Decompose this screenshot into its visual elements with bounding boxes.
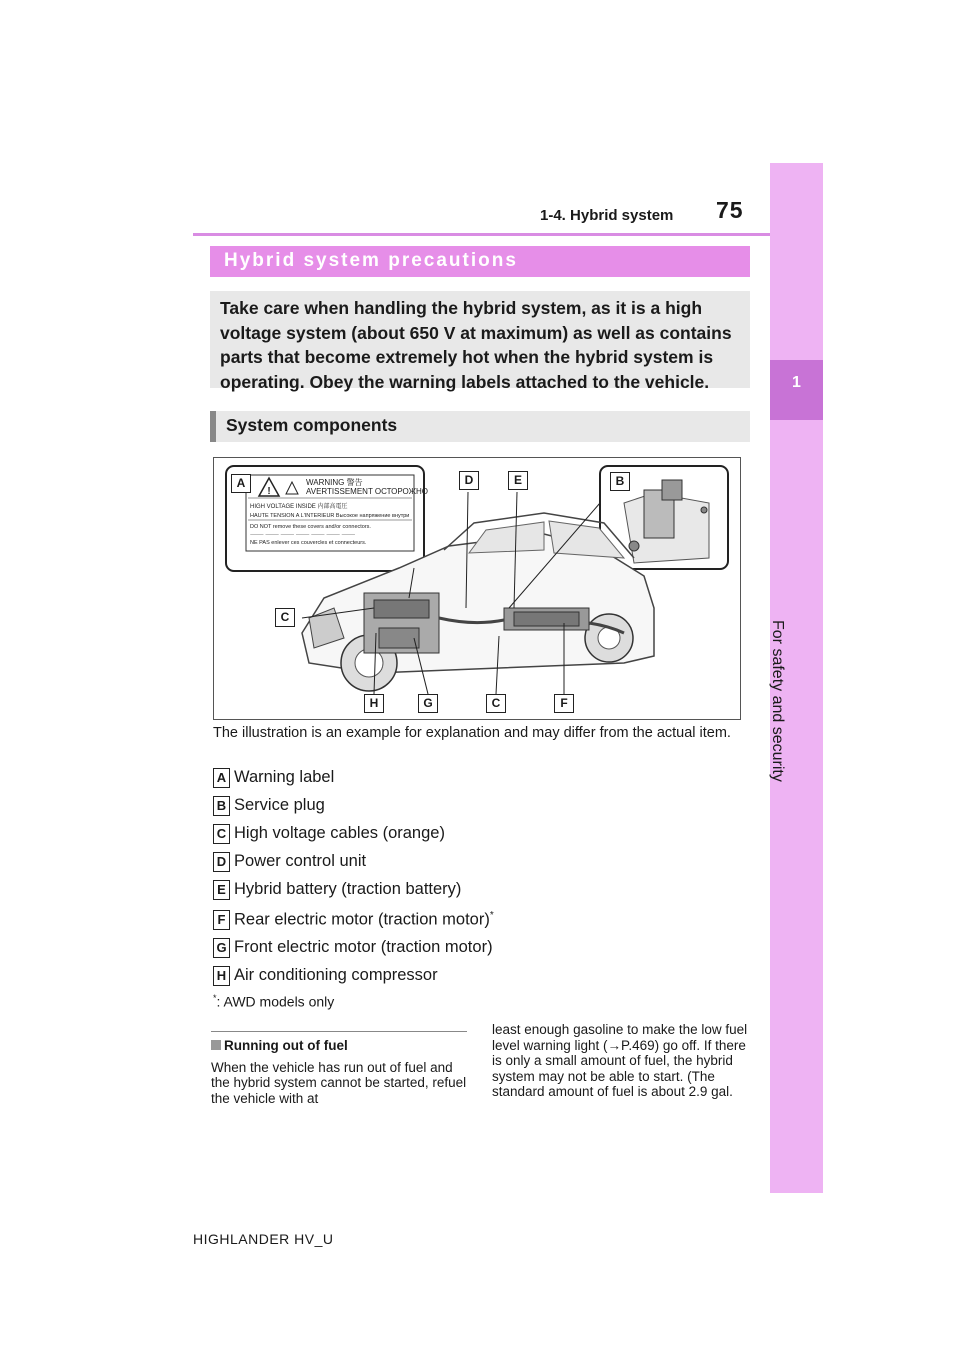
system-components-illustration [213,457,741,720]
legend-text: High voltage cables (orange) [234,824,445,842]
running-out-left-column [211,1038,473,1106]
legend-letter: A [213,768,230,788]
bullet-square-icon [211,1040,221,1050]
vehicle-diagram [214,458,740,719]
figure-caption: The illustration is an example for explanation and may differ from the actual item. [213,725,731,741]
callout-a: A [231,474,251,493]
subheading [210,411,750,442]
legend-text: Hybrid battery (traction battery) [234,880,462,898]
running-out-right-column [492,1022,754,1100]
legend-letter: B [213,796,230,816]
legend-letter: F [213,910,230,930]
banner-title: Hybrid system precautions [224,250,518,271]
callout-c-left: C [275,608,295,627]
section-banner [210,246,750,277]
subheading-title: System components [226,415,398,435]
running-out-right-text: least enough gasoline to make the low fuel level warning light (→P.469) go off. If there is only a small amount of fuel, the hybrid system may not be able to start. (The standard amount of fuel is about 2.9 gal. [492,1022,748,1099]
callout-c-bottom: C [486,694,506,713]
footer-model: HIGHLANDER HV_U [193,1231,334,1247]
legend-letter: G [213,938,230,958]
running-out-left-text: When the vehicle has run out of fuel and the hybrid system cannot be started, refuel the vehicle with at [211,1059,467,1106]
legend-text: Power control unit [234,852,367,870]
svg-text:⸻ ⸻ ⸻ ⸻ ⸻ ⸻ ⸻: ⸻ ⸻ ⸻ ⸻ ⸻ ⸻ ⸻ [250,532,356,538]
svg-text:!: ! [267,486,271,497]
chapter-label: For safety and security [769,620,786,782]
footnote-marker: * [489,910,494,921]
warning-line-6: NE PAS enlever ces couvercles et connecteurs. [250,540,367,546]
callout-b: B [610,472,630,491]
legend-text: Front electric motor (traction motor) [234,938,493,956]
legend-text: Air conditioning compressor [234,966,438,984]
footnote: *: AWD models only [213,993,335,1010]
warning-line-4: HAUTE TENSION A L'INTERIEUR Высокое напряжение внутри [250,513,410,519]
legend-letter: H [213,966,230,986]
header-rule [193,233,770,236]
legend-letter: D [213,852,230,872]
callout-f: F [554,694,574,713]
page-number: 75 [716,197,744,223]
callout-h: H [364,694,384,713]
callout-d: D [459,471,479,490]
legend-letter: E [213,880,230,900]
column-rule [211,1031,467,1032]
section-title: 1-4. Hybrid system [540,207,674,224]
legend-letter: C [213,824,230,844]
legend-text: Warning label [234,768,335,786]
legend-text: Service plug [234,796,325,814]
intro-box [210,291,750,392]
warning-line-1: WARNING 警告 [306,478,363,487]
chapter-number: 1 [792,374,801,391]
running-out-title: Running out of fuel [211,1038,473,1054]
intro-text: Take care when handling the hybrid system, as it is a high voltage system (about 650 V at maximum) as well as contains parts that become extremely hot when the hybrid system is operating. Obey the warning labels attached to the vehicle. [220,298,732,392]
warning-line-2: AVERTISSEMENT ОСТОРОЖНО [306,487,428,496]
callout-g: G [418,694,438,713]
warning-line-5: DO NOT remove these covers and/or connectors. [250,524,371,530]
legend-text: Rear electric motor (traction motor)* [234,910,494,929]
warning-line-3: HIGH VOLTAGE INSIDE 内部高電圧 [250,504,348,510]
callout-e: E [508,471,528,490]
